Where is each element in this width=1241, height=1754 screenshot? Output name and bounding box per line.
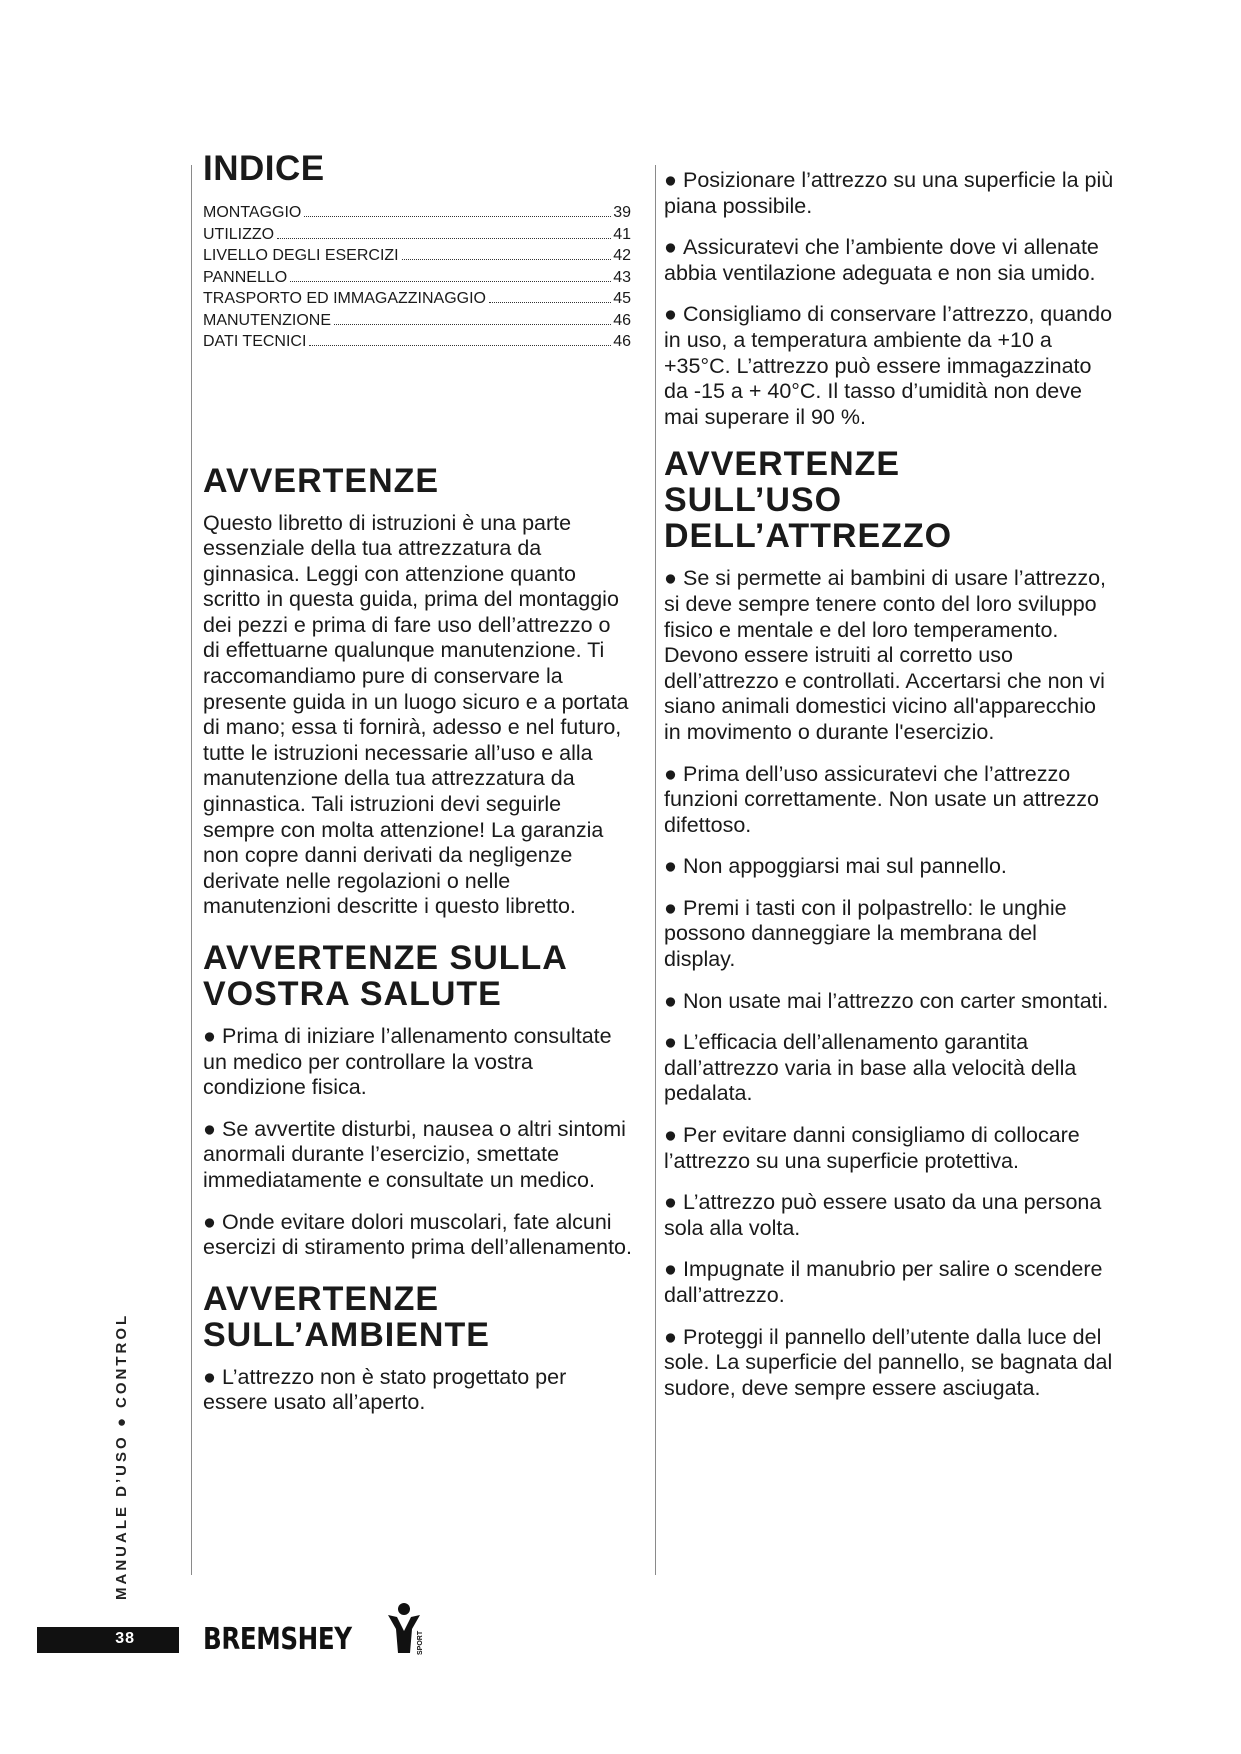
ambiente-title-line2: SULL’AMBIENTE bbox=[203, 1315, 490, 1354]
uso-bullet: ● Non usate mai l’attrezzo con carter smontati. bbox=[664, 988, 1109, 1013]
toc-entry[interactable] bbox=[203, 288, 631, 310]
toc-label: LIVELLO DEGLI ESERCIZI bbox=[203, 247, 399, 264]
ambiente-bullet: ● Consigliamo di conservare l’attrezzo, quando in uso, a temperatura ambiente da +10 a +35°C. L’attrezzo può essere immagazzinato da -15 a + 40°C. Il tasso d’umidità non deve mai superare il 90 %. bbox=[664, 302, 1113, 429]
toc-page: 42 bbox=[613, 247, 631, 264]
toc-page: 46 bbox=[613, 311, 631, 329]
uso-bullet: ● Se si permette ai bambini di usare l’attrezzo, si deve sempre tenere conto del loro sviluppo fisico e mentale e del loro temperamento. Devono essere istruiti al corretto uso dell’attrezzo e controllati. Accertarsi che non vi siano animali domestici vicino all'apparecchio in movimento o durante l'esercizio. bbox=[664, 566, 1107, 744]
left-column bbox=[203, 150, 633, 1432]
avvertenze-body: Questo libretto di istruzioni è una parte essenziale della tua attrezzatura da ginnasica. Leggi con attenzione quanto scritto in questa guida, prima del montaggio dei pezzi e prima di fare uso dell’attrezzo o di effettuarne qualunque manutenzione. Ti raccomandiamo pure di conservare la presente guida in un luogo sicuro e a portata di mano; essa ti fornirà, adesso e nel futuro, tutte le istruzioni necessarie all’uso e alla manutenzione della tua attrezzatura da ginnastica. Tali istruzioni devi seguirle sempre con molta attenzione! La garanzia non copre danni derivati da negligenze derivate nelle regolazioni o nelle manutenzioni descritte i questo libretto. bbox=[203, 510, 629, 919]
toc-page: 46 bbox=[613, 333, 631, 350]
salute-bullet: ● Onde evitare dolori muscolari, fate alcuni esercizi di stiramento prima dell’allenamento. bbox=[203, 1209, 632, 1260]
toc-label: UTILIZZO bbox=[203, 225, 275, 243]
toc-label: MONTAGGIO bbox=[203, 204, 302, 221]
toc-entry[interactable] bbox=[203, 202, 631, 224]
toc-page: 43 bbox=[613, 268, 631, 286]
page-number-bar bbox=[37, 1627, 179, 1653]
bullet-icon: ● bbox=[664, 235, 677, 260]
bullet-icon: ● bbox=[664, 168, 677, 192]
uso-bullet: ● Per evitare danni consigliamo di collocare l’attrezzo su una superficie protettiva. bbox=[664, 1123, 1080, 1173]
bullet-icon: ● bbox=[203, 1364, 216, 1389]
toc-page: 39 bbox=[613, 204, 631, 221]
bullet-icon: ● bbox=[664, 1324, 677, 1349]
toc-entry[interactable] bbox=[203, 245, 631, 267]
bullet-icon: ● bbox=[664, 895, 677, 920]
bullet-icon: ● bbox=[664, 566, 677, 591]
bullet-icon: ● bbox=[203, 1116, 216, 1141]
uso-bullet: ● Premi i tasti con il polpastrello: le unghie possono danneggiare la membrana del display. bbox=[664, 895, 1067, 972]
bullet-icon: ● bbox=[664, 1257, 677, 1282]
toc-entry[interactable] bbox=[203, 267, 631, 289]
uso-bullet: ● L’attrezzo può essere usato da una persona sola alla volta. bbox=[664, 1190, 1102, 1240]
salute-bullet: ● Prima di iniziare l’allenamento consultate un medico per controllare la vostra condizione fisica. bbox=[203, 1024, 612, 1100]
table-of-contents bbox=[203, 202, 631, 353]
uso-bullet: ● L’efficacia dell’allenamento garantita dall’attrezzo varia in base alla velocità della pedalata. bbox=[664, 1030, 1077, 1106]
toc-page: 41 bbox=[613, 225, 631, 243]
ambiente-bullet: ● Assicuratevi che l’ambiente dove vi allenate abbia ventilazione adeguata e non sia umido. bbox=[664, 235, 1099, 285]
bullet-icon: ● bbox=[664, 1123, 677, 1148]
uso-bullet: ● Impugnate il manubrio per salire o scendere dall’attrezzo. bbox=[664, 1257, 1103, 1307]
ambiente-bullet: ● Posizionare l’attrezzo su una superficie la più piana possibile. bbox=[664, 168, 1114, 218]
bullet-icon: ● bbox=[203, 1024, 216, 1048]
avvertenze-title: AVVERTENZE bbox=[203, 461, 440, 500]
uso-title bbox=[664, 446, 1114, 554]
logo-text: BREMSHEY bbox=[203, 1622, 352, 1657]
toc-entry[interactable] bbox=[203, 331, 631, 353]
uso-title-line1: AVVERTENZE bbox=[664, 445, 901, 484]
uso-bullet: ● Proteggi il pannello dell’utente dalla luce del sole. La superficie del pannello, se bagnata dal sudore, deve sempre essere asciugata. bbox=[664, 1324, 1113, 1400]
ambiente-title-line1: AVVERTENZE bbox=[203, 1279, 440, 1318]
toc-entry[interactable] bbox=[203, 224, 631, 246]
bullet-icon: ● bbox=[664, 988, 677, 1013]
toc-label: PANNELLO bbox=[203, 268, 288, 286]
bullet-icon: ● bbox=[664, 1030, 677, 1055]
uso-title-line2: SULL’USO bbox=[664, 481, 843, 520]
bullet-icon: ● bbox=[664, 302, 677, 327]
ambiente-title bbox=[203, 1281, 633, 1353]
index-title: INDICE bbox=[203, 149, 325, 188]
uso-title-line3: DELL’ATTREZZO bbox=[664, 517, 953, 556]
salute-title bbox=[203, 940, 633, 1012]
brand-logo bbox=[203, 1597, 430, 1657]
salute-title-line1: AVVERTENZE SULLA bbox=[203, 939, 568, 977]
bullet-icon: ● bbox=[203, 1209, 216, 1234]
bullet-icon: ● bbox=[664, 761, 677, 786]
side-manual-label: MANUALE D’USO ● CONTROL bbox=[113, 1312, 130, 1600]
salute-bullet: ● Se avvertite disturbi, nausea o altri sintomi anormali durante l’esercizio, smettate immediatamente e consultate un medico. bbox=[203, 1116, 626, 1192]
right-column bbox=[664, 168, 1114, 1417]
toc-label: MANUTENZIONE bbox=[203, 311, 331, 329]
salute-title-line2: VOSTRA SALUTE bbox=[203, 975, 502, 1013]
uso-bullet: ● Prima dell’uso assicuratevi che l’attrezzo funzioni correttamente. Non usate un attrezzo difettoso. bbox=[664, 761, 1100, 837]
toc-entry[interactable] bbox=[203, 310, 631, 332]
page-number: 38 bbox=[115, 1630, 135, 1647]
person-logo-icon bbox=[384, 1601, 430, 1657]
bullet-icon: ● bbox=[664, 854, 677, 879]
left-column-rule bbox=[191, 165, 192, 1575]
right-column-rule bbox=[655, 165, 656, 1575]
toc-label: DATI TECNICI bbox=[203, 333, 307, 350]
ambiente-bullet: ● L’attrezzo non è stato progettato per essere usato all’aperto. bbox=[203, 1364, 567, 1415]
uso-bullet: ● Non appoggiarsi mai sul pannello. bbox=[664, 854, 1007, 879]
toc-label: TRASPORTO ED IMMAGAZZINAGGIO bbox=[203, 290, 486, 307]
logo-sport-text: SPORT bbox=[417, 1630, 425, 1655]
toc-page: 45 bbox=[613, 290, 631, 307]
bullet-icon: ● bbox=[664, 1190, 677, 1215]
